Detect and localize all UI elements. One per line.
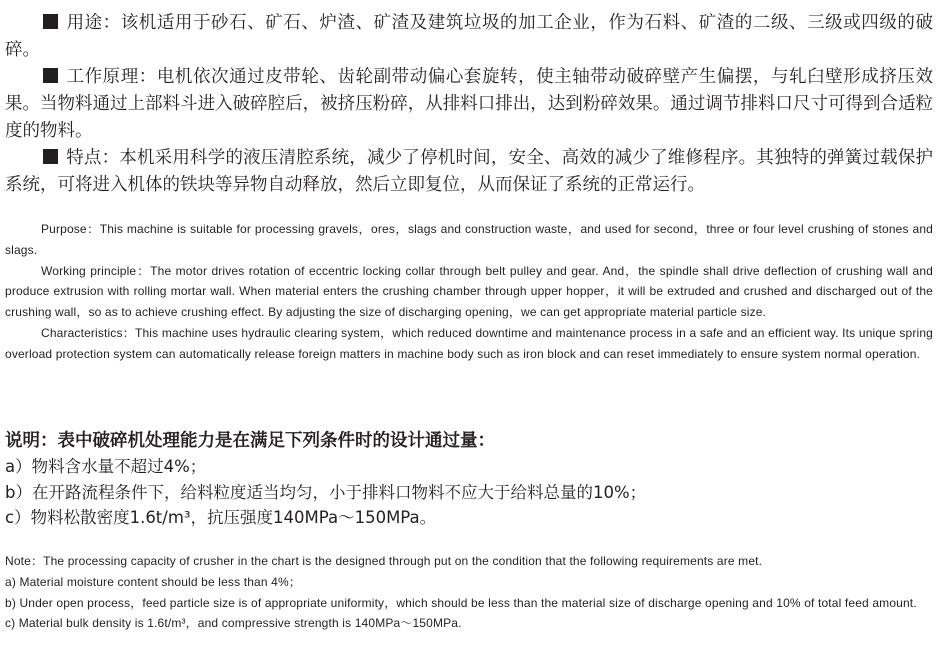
usage-text: 该机适用于砂石、矿石、炉渣、矿渣及建筑垃圾的加工企业，作为石料、矿渣的二级、三级或四级的破碎。 bbox=[5, 13, 933, 60]
working-principle-label: 工作原理： bbox=[66, 67, 157, 87]
chinese-note-item: c）物料松散密度1.6t/m³，抗压强度140MPa～150MPa。 bbox=[5, 508, 437, 527]
working-principle-en-label: Working principle： bbox=[41, 263, 151, 278]
chinese-notes bbox=[5, 428, 933, 531]
english-note-item: b) Under open process，feed particle size is of appropriate uniformity，which should be less than the material size of discharge opening and 10% of total feed amount. bbox=[5, 595, 917, 610]
characteristics-paragraph bbox=[5, 323, 933, 365]
purpose-paragraph bbox=[5, 219, 933, 261]
features-label: 特点： bbox=[66, 148, 120, 168]
working-principle-paragraph bbox=[5, 64, 933, 145]
characteristics-label: Characteristics： bbox=[41, 325, 135, 340]
square-bullet-icon bbox=[43, 14, 58, 29]
chinese-note-item: b）在开路流程条件下，给料粒度适当均匀，小于排料口物料不应大于给料总量的10%； bbox=[5, 482, 647, 502]
working-principle-en-text: The motor drives rotation of eccentric locking collar through belt pulley and gear. And，the spindle shall drive deflection of crushing wall and produce extrusion with rolling mortar wall. When material enters the crushing chamber through upper hopper，it will be extruded and crushed and discharged out of the crushing wall，so as to achieve crushing effect. By adjusting the size of discharging opening，we can get appropriate material particle size. bbox=[5, 263, 933, 320]
square-bullet-icon bbox=[43, 68, 58, 83]
purpose-label: Purpose： bbox=[41, 222, 100, 236]
chinese-note-item: a）物料含水量不超过4%； bbox=[5, 457, 207, 476]
usage-paragraph bbox=[5, 10, 933, 64]
square-bullet-icon bbox=[43, 149, 58, 164]
characteristics-text: This machine uses hydraulic clearing system，which reduced downtime and maintenance process in a safe and an efficient way. Its unique spring overload protection system can automatically release foreign matters in machine body such as iron block and can reset immediately to ensure system normal operation. bbox=[5, 325, 933, 361]
purpose-text: This machine is suitable for processing gravels，ores，slags and construction waste，and used for second，three or four level crushing of stones and slags. bbox=[5, 222, 933, 257]
features-text: 本机采用科学的液压清腔系统，减少了停机时间，安全、高效的减少了维修程序。其独特的弹簧过载保护系统，可将进入机体的铁块等异物自动释放，然后立即复位，从而保证了系统的正常运行。 bbox=[5, 148, 934, 195]
usage-label: 用途： bbox=[66, 13, 121, 33]
working-principle-en-paragraph bbox=[5, 261, 933, 323]
english-notes bbox=[5, 551, 933, 634]
chinese-notes-title: 说明：表中破碎机处理能力是在满足下列条件时的设计通过量： bbox=[5, 431, 495, 451]
english-note-item: c) Material bulk density is 1.6t/m³，and compressive strength is 140MPa～150MPa. bbox=[5, 616, 462, 631]
english-note-item: a) Material moisture content should be less than 4%； bbox=[5, 574, 301, 589]
chinese-description bbox=[5, 10, 933, 199]
english-description bbox=[5, 219, 933, 365]
working-principle-text: 电机依次通过皮带轮、齿轮副带动偏心套旋转，使主轴带动破碎壁产生偏摆，与轧臼壁形成挤压效果。当物料通过上部料斗进入破碎腔后，被挤压粉碎，从排料口排出，达到粉碎效果。通过调节排料口尺寸可得到合适粒度的物料。 bbox=[5, 67, 933, 141]
english-notes-title: Note：The processing capacity of crusher in the chart is the designed through put on the condition that the following requirements are met. bbox=[5, 554, 763, 568]
features-paragraph bbox=[5, 145, 933, 199]
